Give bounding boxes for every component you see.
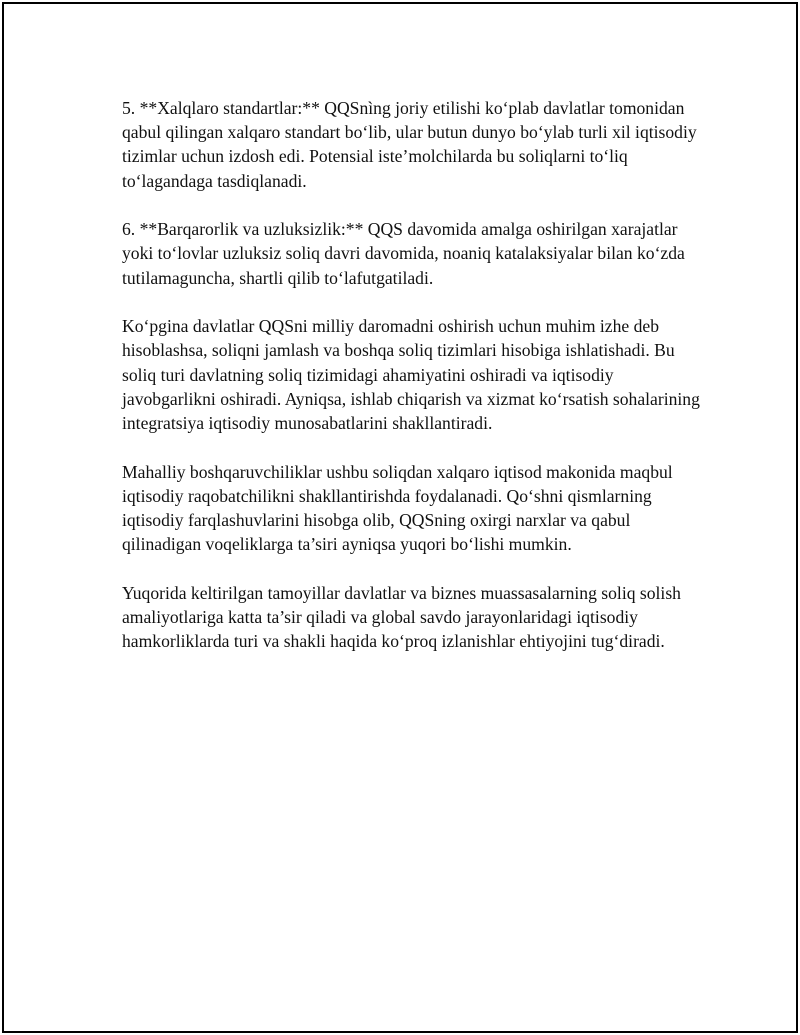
paragraph-conclusion: Yuqorida keltirilgan tamoyillar davlatlar va biznes muassasalarning soliq solish amaliyotlariga katta ta’sir qiladi va global savdo jarayonlaridagi iqtisodiy hamkorliklarda turi va shakli haqida ko‘proq izlanishlar ehtiyojini tug‘diradi. (122, 582, 681, 652)
paragraph-national-income: Ko‘pgina davlatlar QQSni milliy daromadni oshirish uchun muhim izhe deb hisoblashsa, soliqni jamlash va boshqa soliq tizimlari hisobiga ishlatishadi. Bu soliq turi davlatning soliq tizimidagi ahamiyatini oshiradi va iqtisodiy javobgarlikni oshiradi. Ayniqsa, ishlab chiqarish va xizmat ko‘rsatish sohalarining integratsiya iqtisodiy munosabatlarini shakllantiradi. (122, 316, 700, 434)
page-frame (2, 2, 798, 1033)
paragraph-local-governance: Mahalliy boshqaruvchiliklar ushbu soliqdan xalqaro iqtisod makonida maqbul iqtisodiy raqobatchilikni shakllantirishda foydalanadi. Qo‘shni qismlarning iqtisodiy farqlashuvlarini hisobga olib, QQSning oxirgi narxlar va qabul qilinadigan voqeliklarga ta’siri ayniqsa yuqori bo‘lishi mumkin. (122, 461, 673, 555)
paragraph-international-standards: 5. **Xalqlaro standartlar:** QQSnìng joriy etilishi ko‘plab davlatlar tomonidan qabul qilingan xalqaro standart bo‘lib, ular butun dunyo bo‘ylab turli xil iqtisodiy tizimlar uchun izdosh edi. Potensial iste’molchilarda bu soliqlarni to‘liq to‘lagandaga tasdiqlanadi. (122, 98, 697, 191)
document-body (122, 96, 707, 678)
paragraph-stability-continuity: 6. **Barqarorlik va uzluksizlik:** QQS davomida amalga oshirilgan xarajatlar yoki to‘lovlar uzluksiz soliq davri davomida, noaniq katalaksiyalar bilan ko‘zda tutilamaguncha, shartli qilib to‘lafutgatiladi. (122, 219, 685, 288)
